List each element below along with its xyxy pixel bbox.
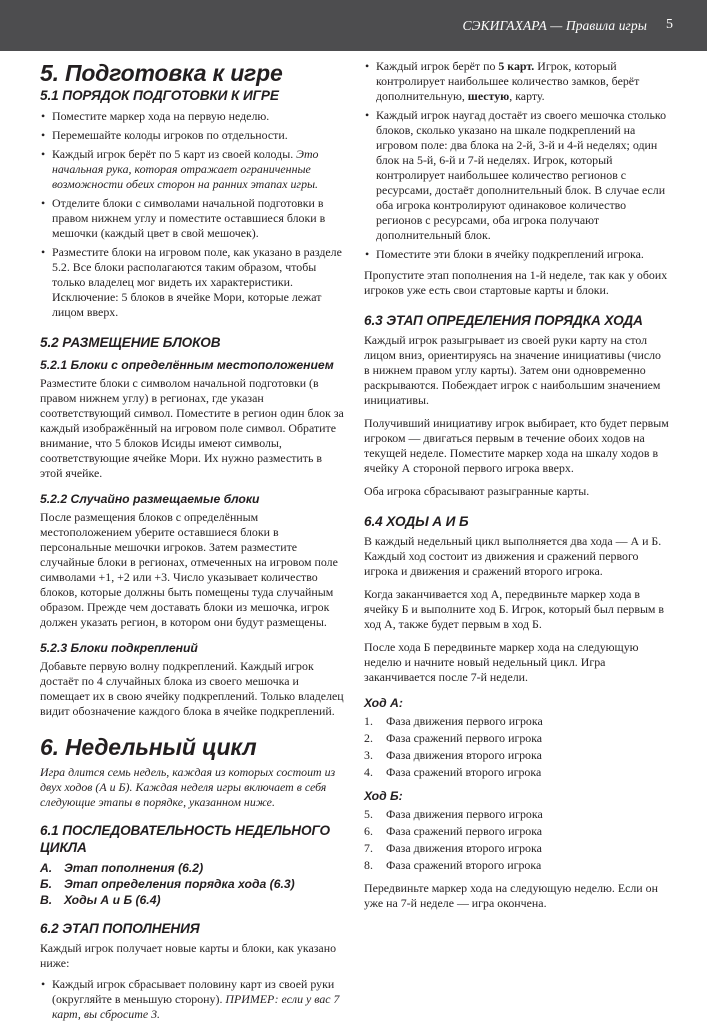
right-column xyxy=(364,59,669,911)
section-6-4-p1: В каждый недельный цикл выполняется два хода — А и Б. Каждый ход состоит из движения и сражений первого игрока и движения и сражений второго игрока. xyxy=(364,534,662,578)
list-item: Б. Этап определения порядка хода (6.3) xyxy=(40,877,295,891)
section-5-2-1-title: 5.2.1 Блоки с определённым местоположением xyxy=(40,358,334,372)
list-item: • Поместите эти блоки в ячейку подкреплений игрока. xyxy=(365,247,644,261)
list-item: 3. Фаза движения второго игрока xyxy=(364,748,542,762)
turn-b-title: Ход Б: xyxy=(364,789,403,803)
list-item: • Поместите маркер хода на первую неделю. xyxy=(41,109,270,123)
list-item: 6. Фаза сражений первого игрока xyxy=(364,824,543,838)
list-item: • Разместите блоки на игровом поле, как указано в разделе 5.2. Все блоки располагаются таким образом, чтобы только владелец мог видеть их характеристики. Исключение: 5 блоков в ячейке Мори, которые лежат лицом вверх. xyxy=(41,245,342,319)
list-item: В. Ходы А и Б (6.4) xyxy=(40,893,161,907)
section-5-2-3-title: 5.2.3 Блоки подкреплений xyxy=(40,641,198,655)
section-6-2-intro: Каждый игрок получает новые карты и блоки, как указано ниже: xyxy=(40,941,337,970)
list-item: • Каждый игрок сбрасывает половину карт из своей руки (округляйте в меньшую сторону). ПРИМЕР: если у вас 7 карт, вы сбросите 3. xyxy=(41,977,340,1021)
section-5-2-2-text: После размещения блоков с определённым местоположением уберите оставшиеся блоки в персональные мешочки игроков. Затем разместите случайные блоки в регионах, отмеченных на игровом поле символами +1, +2 или +3. Число указывает количество блоков, которые должны быть помещены туда случайным образом. Прежде чем доставать блоки из мешочка, игрок должен указать регион, в котором они будут размещены. xyxy=(40,510,338,629)
list-item: • Отделите блоки с символами начальной подготовки в правом нижнем углу и поместите оставшиеся блоки в мешочки (каждый цвет в свой мешочек). xyxy=(41,196,326,240)
list-item: 2. Фаза сражений первого игрока xyxy=(364,731,543,745)
list-item: • Каждый игрок берёт по 5 карт из своей колоды. Это начальная рука, которая отражает ограниченные возможности обеих сторон на ранних этапах игры. xyxy=(41,147,319,191)
section-6-3-p1: Каждый игрок разыгрывает из своей руки карту на стол лицом вниз, ориентируясь на значение инициативы (число в нижнем правом углу карты). Затем они одновременно раскрываются. Побеждает игрок с наибольшим значением инициативы. xyxy=(364,333,661,407)
section-6-intro: Игра длится семь недель, каждая из которых состоит из двух ходов (А и Б). Каждая неделя игры включает в себя следующие этапы в порядке, указанном ниже. xyxy=(40,765,336,809)
list-item: • Каждый игрок берёт по 5 карт. Игрок, который контролирует наибольшее количество замков, берёт дополнительную, шестую, карту. xyxy=(365,59,640,103)
turn-a-title: Ход А: xyxy=(364,696,403,710)
section-6-title: 6. Недельный цикл xyxy=(40,734,257,760)
page-number: 5 xyxy=(666,17,673,32)
section-5-title: 5. Подготовка к игре xyxy=(40,60,283,86)
list-item: 1. Фаза движения первого игрока xyxy=(364,714,543,728)
section-6-3-title: 6.3 ЭТАП ОПРЕДЕЛЕНИЯ ПОРЯДКА ХОДА xyxy=(364,313,643,328)
turn-b-list xyxy=(364,807,669,873)
setup-steps-list xyxy=(40,109,345,320)
section-5-1-title: 5.1 ПОРЯДОК ПОДГОТОВКИ К ИГРЕ xyxy=(40,88,279,103)
running-title: СЭКИГАХАРА — Правила игры xyxy=(462,18,647,33)
page-header xyxy=(0,0,707,51)
section-6-4-title: 6.4 ХОДЫ А И Б xyxy=(364,514,469,529)
section-6-4-closing: Передвиньте маркер хода на следующую неделю. Если он уже на 7-й неделе — игра окончена. xyxy=(364,881,658,910)
section-6-3-p2: Получивший инициативу игрок выбирает, кто будет первым игроком — двигаться первым в течение обоих ходов на текущей неделе. Поместите маркер хода на шкалу ходов в ячейку А стороной первого игрока вверх. xyxy=(364,416,669,475)
replenish-list-part-2 xyxy=(364,59,669,262)
section-5-2-1-text: Разместите блоки с символом начальной подготовки (в правом нижнем углу) в регионах, где указан соответствующий символ. Поместите в регион один блок за каждый изображённый на игровом поле символ. Обратите внимание, что 5 блоков Исиды имеют символы, соответствующие ячейке Мори. Их нужно разместить в этой ячейке. xyxy=(40,376,344,480)
section-6-3-p3: Оба игрока сбрасывают разыгранные карты. xyxy=(364,484,590,498)
list-item: 5. Фаза движения первого игрока xyxy=(364,807,543,821)
list-item: • Каждый игрок наугад достаёт из своего мешочка столько блоков, сколько указано на шкале подкреплений на игровом поле: два блока на 2-й, 3-й и 4-й неделях; один блок на 5-й, 6-й и 7-й неделях. Игрок, который контролирует наибольшее количество регионов с ресурсами, достаёт дополнительный блок. В случае если оба игрока контролируют одинаковое количество регионов с ресурсами, оба игрока получают дополнительный блок. xyxy=(365,108,667,242)
list-item: 7. Фаза движения второго игрока xyxy=(364,841,542,855)
list-item: A. Этап пополнения (6.2) xyxy=(40,861,204,875)
section-5-2-3-text: Добавьте первую волну подкреплений. Каждый игрок достаёт по 4 случайных блока из своего мешочка и помещает их в свою ячейку подкреплений. Только владелец видит обозначение каждого блока в ячейке подкреплений. xyxy=(40,659,344,718)
section-6-2-note: Пропустите этап пополнения на 1-й неделе, так как у обоих игроков уже есть свои стартовые карты и блоки. xyxy=(364,268,668,297)
list-item: 8. Фаза сражений второго игрока xyxy=(364,858,542,872)
section-6-1-title: 6.1 ПОСЛЕДОВАТЕЛЬНОСТЬ НЕДЕЛЬНОГО ЦИКЛА xyxy=(40,823,331,855)
turn-a-list xyxy=(364,714,669,780)
section-5-2-2-title: 5.2.2 Случайно размещаемые блоки xyxy=(40,492,260,506)
weekly-sequence-list xyxy=(40,860,345,908)
list-item: • Перемешайте колоды игроков по отдельности. xyxy=(41,128,288,142)
section-6-2-title: 6.2 ЭТАП ПОПОЛНЕНИЯ xyxy=(40,921,200,936)
section-6-4-p3: После хода Б передвиньте маркер хода на следующую неделю и начните новый недельный цикл. Игра заканчивается после 7-й недели. xyxy=(364,640,639,684)
list-item: 4. Фаза сражений второго игрока xyxy=(364,765,542,779)
section-5-2-title: 5.2 РАЗМЕЩЕНИЕ БЛОКОВ xyxy=(40,335,221,350)
left-column xyxy=(40,59,345,1022)
section-6-4-p2: Когда заканчивается ход А, передвиньте маркер хода в ячейку Б и выполните ход Б. Игрок, который был первым в ход А, также будет первым в ход Б. xyxy=(364,587,665,631)
